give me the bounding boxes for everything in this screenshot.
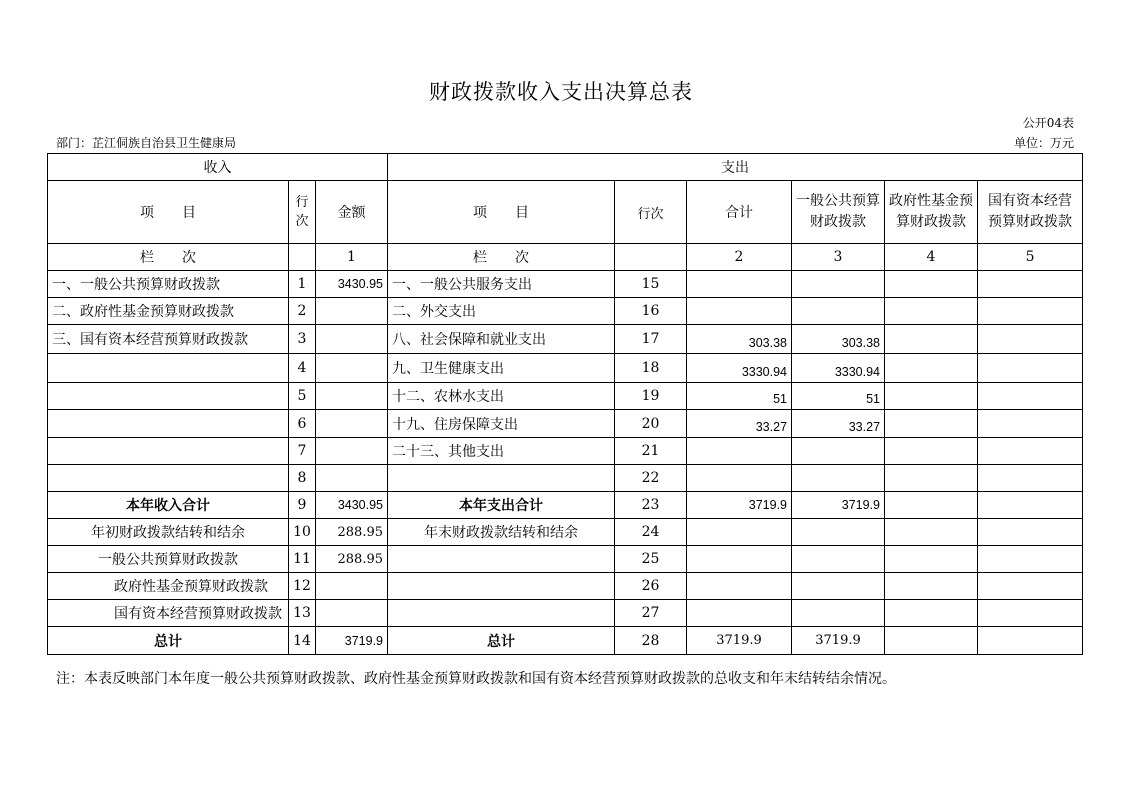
income-row-no: 3 bbox=[289, 325, 316, 354]
gov-fund-header: 政府性基金预算财政拨款 bbox=[885, 181, 978, 244]
expense-capital bbox=[978, 383, 1083, 410]
expense-row-no: 26 bbox=[615, 573, 687, 600]
expense-row-no-header: 行次 bbox=[615, 181, 687, 244]
income-amount bbox=[316, 573, 388, 600]
expense-capital bbox=[978, 298, 1083, 325]
expense-capital bbox=[978, 465, 1083, 492]
table-row bbox=[48, 325, 1083, 354]
annual-income-total-label: 本年收入合计 bbox=[48, 492, 289, 519]
income-row-no: 12 bbox=[289, 573, 316, 600]
amount-header: 金额 bbox=[316, 181, 388, 244]
closing-carryover-label: 年末财政拨款结转和结余 bbox=[388, 519, 615, 546]
expense-fund bbox=[885, 546, 978, 573]
column-sequence-row bbox=[48, 244, 1083, 271]
expense-general bbox=[792, 298, 885, 325]
income-amount: 288.95 bbox=[316, 519, 388, 546]
expense-row-no: 17 bbox=[615, 325, 687, 354]
expense-item: 九、卫生健康支出 bbox=[388, 354, 615, 383]
expense-capital bbox=[978, 600, 1083, 627]
income-item: 政府性基金预算财政拨款 bbox=[48, 573, 289, 600]
table-row bbox=[48, 573, 1083, 600]
expense-general bbox=[792, 465, 885, 492]
expense-row-no: 25 bbox=[615, 546, 687, 573]
total-header: 合计 bbox=[687, 181, 792, 244]
income-row-no: 14 bbox=[289, 627, 316, 655]
column-seq-label: 栏 次 bbox=[48, 244, 289, 271]
expense-capital bbox=[978, 410, 1083, 438]
income-row-no: 8 bbox=[289, 465, 316, 492]
expense-total bbox=[687, 438, 792, 465]
expense-row-no: 19 bbox=[615, 383, 687, 410]
general-budget-header: 一般公共预算财政拨款 bbox=[792, 181, 885, 244]
table-row bbox=[48, 546, 1083, 573]
annual-total-row bbox=[48, 492, 1083, 519]
expense-item bbox=[388, 465, 615, 492]
income-row-no: 9 bbox=[289, 492, 316, 519]
expense-row-no: 18 bbox=[615, 354, 687, 383]
income-grand-total-amount: 3719.9 bbox=[316, 627, 388, 655]
expense-fund bbox=[885, 573, 978, 600]
expense-total: 3330.94 bbox=[687, 354, 792, 383]
expense-general: 3330.94 bbox=[792, 354, 885, 383]
expense-total bbox=[687, 271, 792, 298]
expense-item: 一、一般公共服务支出 bbox=[388, 271, 615, 298]
table-row bbox=[48, 410, 1083, 438]
expense-item bbox=[388, 573, 615, 600]
expense-general: 51 bbox=[792, 383, 885, 410]
expense-row-no: 28 bbox=[615, 627, 687, 655]
expense-capital bbox=[978, 325, 1083, 354]
expense-capital bbox=[978, 573, 1083, 600]
expense-capital bbox=[978, 519, 1083, 546]
income-row-no-header: 行次 bbox=[289, 181, 316, 244]
table-row bbox=[48, 465, 1083, 492]
expense-general bbox=[792, 438, 885, 465]
expense-capital bbox=[978, 354, 1083, 383]
income-item: 一、一般公共预算财政拨款 bbox=[48, 271, 289, 298]
expense-total: 33.27 bbox=[687, 410, 792, 438]
expense-general bbox=[792, 546, 885, 573]
income-row-no: 4 bbox=[289, 354, 316, 383]
income-row-no: 1 bbox=[289, 271, 316, 298]
col-3-label: 3 bbox=[792, 244, 885, 271]
income-row-no: 5 bbox=[289, 383, 316, 410]
expense-item: 二十三、其他支出 bbox=[388, 438, 615, 465]
expense-fund bbox=[885, 627, 978, 655]
expense-total: 3719.9 bbox=[687, 492, 792, 519]
income-amount bbox=[316, 438, 388, 465]
table-row bbox=[48, 354, 1083, 383]
expense-row-no: 23 bbox=[615, 492, 687, 519]
expense-fund bbox=[885, 492, 978, 519]
expense-fund bbox=[885, 325, 978, 354]
expense-grand-general: 3719.9 bbox=[792, 627, 885, 655]
income-item: 国有资本经营预算财政拨款 bbox=[48, 600, 289, 627]
income-item: 三、国有资本经营预算财政拨款 bbox=[48, 325, 289, 354]
income-row-no: 13 bbox=[289, 600, 316, 627]
expense-total: 303.38 bbox=[687, 325, 792, 354]
expense-capital bbox=[978, 627, 1083, 655]
col-4-label: 4 bbox=[885, 244, 978, 271]
income-amount: 3430.95 bbox=[316, 271, 388, 298]
col-1-label: 1 bbox=[316, 244, 388, 271]
expense-item: 十九、住房保障支出 bbox=[388, 410, 615, 438]
expense-item-header: 项 目 bbox=[388, 181, 615, 244]
expense-grand-total-label: 总计 bbox=[388, 627, 615, 655]
income-item bbox=[48, 438, 289, 465]
expense-item bbox=[388, 546, 615, 573]
expense-general: 33.27 bbox=[792, 410, 885, 438]
income-item: 二、政府性基金预算财政拨款 bbox=[48, 298, 289, 325]
table-row bbox=[48, 383, 1083, 410]
carryover-row bbox=[48, 519, 1083, 546]
expense-item: 八、社会保障和就业支出 bbox=[388, 325, 615, 354]
income-item bbox=[48, 383, 289, 410]
income-row-no: 7 bbox=[289, 438, 316, 465]
state-capital-header: 国有资本经营预算财政拨款 bbox=[978, 181, 1083, 244]
income-amount: 3430.95 bbox=[316, 492, 388, 519]
expense-fund bbox=[885, 271, 978, 298]
report-title: 财政拨款收入支出决算总表 bbox=[429, 80, 693, 104]
income-item-header: 项 目 bbox=[48, 181, 289, 244]
expense-item: 二、外交支出 bbox=[388, 298, 615, 325]
income-amount bbox=[316, 410, 388, 438]
expense-capital bbox=[978, 492, 1083, 519]
expense-capital bbox=[978, 546, 1083, 573]
department-label: 部门：芷江侗族自治县卫生健康局 bbox=[56, 136, 237, 150]
income-amount bbox=[316, 383, 388, 410]
column-seq-expense-label: 栏 次 bbox=[388, 244, 615, 271]
header-row-columns bbox=[48, 181, 1083, 244]
cell bbox=[289, 244, 316, 271]
expense-general: 303.38 bbox=[792, 325, 885, 354]
opening-carryover-label: 年初财政拨款结转和结余 bbox=[48, 519, 289, 546]
expense-item: 十二、农林水支出 bbox=[388, 383, 615, 410]
expense-general: 3719.9 bbox=[792, 492, 885, 519]
expense-row-no: 24 bbox=[615, 519, 687, 546]
income-grand-total-label: 总计 bbox=[48, 627, 289, 655]
income-item bbox=[48, 410, 289, 438]
income-amount bbox=[316, 600, 388, 627]
table-row bbox=[48, 271, 1083, 298]
footnote: 注：本表反映部门本年度一般公共预算财政拨款、政府性基金预算财政拨款和国有资本经营预算财政拨款的总收支和年末结转结余情况。 bbox=[56, 671, 896, 687]
expense-total bbox=[687, 600, 792, 627]
expense-row-no: 27 bbox=[615, 600, 687, 627]
expense-fund bbox=[885, 465, 978, 492]
expense-fund bbox=[885, 354, 978, 383]
unit-label: 单位：万元 bbox=[1013, 136, 1074, 150]
expense-general bbox=[792, 573, 885, 600]
col-5-label: 5 bbox=[978, 244, 1083, 271]
expense-row-no: 21 bbox=[615, 438, 687, 465]
expense-fund bbox=[885, 438, 978, 465]
expense-total: 51 bbox=[687, 383, 792, 410]
expense-row-no: 16 bbox=[615, 298, 687, 325]
expense-general bbox=[792, 600, 885, 627]
expense-general bbox=[792, 519, 885, 546]
expense-header: 支出 bbox=[388, 154, 1083, 181]
income-amount bbox=[316, 354, 388, 383]
table-row bbox=[48, 298, 1083, 325]
expense-fund bbox=[885, 383, 978, 410]
income-amount bbox=[316, 298, 388, 325]
expense-fund bbox=[885, 298, 978, 325]
expense-fund bbox=[885, 600, 978, 627]
annual-expense-total-label: 本年支出合计 bbox=[388, 492, 615, 519]
expense-capital bbox=[978, 438, 1083, 465]
table-row bbox=[48, 438, 1083, 465]
income-item bbox=[48, 354, 289, 383]
income-row-no: 10 bbox=[289, 519, 316, 546]
expense-total bbox=[687, 519, 792, 546]
expense-total bbox=[687, 465, 792, 492]
expense-row-no: 20 bbox=[615, 410, 687, 438]
income-row-no: 11 bbox=[289, 546, 316, 573]
expense-item bbox=[388, 600, 615, 627]
expense-grand-total: 3719.9 bbox=[687, 627, 792, 655]
income-header: 收入 bbox=[48, 154, 388, 181]
income-amount: 288.95 bbox=[316, 546, 388, 573]
header-row-sections bbox=[48, 154, 1083, 181]
expense-total bbox=[687, 546, 792, 573]
income-row-no: 2 bbox=[289, 298, 316, 325]
col-2-label: 2 bbox=[687, 244, 792, 271]
cell bbox=[615, 244, 687, 271]
expense-fund bbox=[885, 519, 978, 546]
grand-total-row bbox=[48, 627, 1083, 655]
expense-capital bbox=[978, 271, 1083, 298]
expense-general bbox=[792, 271, 885, 298]
income-row-no: 6 bbox=[289, 410, 316, 438]
income-item bbox=[48, 465, 289, 492]
form-number: 公开04表 bbox=[1022, 116, 1074, 130]
income-amount bbox=[316, 325, 388, 354]
expense-fund bbox=[885, 410, 978, 438]
expense-row-no: 15 bbox=[615, 271, 687, 298]
expense-total bbox=[687, 298, 792, 325]
expense-total bbox=[687, 573, 792, 600]
expense-row-no: 22 bbox=[615, 465, 687, 492]
table-row bbox=[48, 600, 1083, 627]
income-amount bbox=[316, 465, 388, 492]
budget-summary-table bbox=[47, 153, 1083, 655]
income-item: 一般公共预算财政拨款 bbox=[48, 546, 289, 573]
